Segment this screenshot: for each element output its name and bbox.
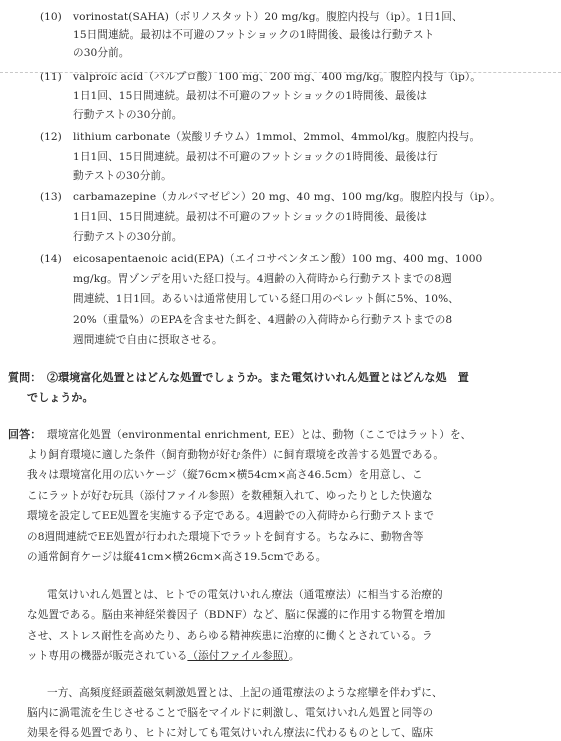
- item-number-13: (13): [40, 191, 62, 203]
- item-14-line-1: eicosapentaenoic acid(EPA)（エイコサペンタエン酸）100 mg、400 mg、1000: [73, 253, 483, 265]
- item-14-line-2: mg/kg。胃ゾンデを用いた経口投与。4週齢の入荷時から行動テストまでの8週: [73, 273, 452, 285]
- question-line-1: ②環境富化処置とはどんな処置でしょうか。また電気けいれん処置とはどんな処 置: [47, 371, 469, 384]
- item-number-12: (12): [40, 131, 62, 143]
- item-10-line-2: 15日間連続。最初は不可避のフットショックの1時間後、最後は行動テスト: [73, 29, 435, 41]
- answer-p1-line-3: 我々は環境富化用の広いケージ（縦76cm×横54cm×高さ46.5cm）を用意し、こ: [27, 469, 423, 481]
- answer-p3-line-1: 一方、高頻度経頭蓋磁気刺激処置とは、上記の通電療法のような痙攣を伴わずに、: [47, 687, 443, 699]
- item-14-line-5: 週間連続で自由に摂取させる。: [73, 334, 223, 346]
- item-number-10: (10): [40, 11, 62, 23]
- answer-p1-line-1: 環境富化処置（environmental enrichment, EE）とは、動物（ここではラット）を、: [47, 429, 472, 441]
- answer-p2-line-4: [27, 649, 300, 663]
- item-11-line-3: 行動テストの30分前。: [73, 109, 183, 121]
- item-13-line-1: carbamazepine（カルバマゼピン）20 mg、40 mg、100 mg/kg。腹腔内投与（ip）。: [73, 191, 501, 203]
- attachment-reference: （添付ファイル参照）: [187, 650, 289, 662]
- answer-p3-line-2: 脳内に渦電流を生じさせることで脳をマイルドに刺激し、電気けいれん処置と同等の: [27, 707, 434, 719]
- item-number-14: (14): [40, 253, 62, 265]
- answer-p2-line-2: な処置である。脳由来神経栄養因子（BDNF）など、脳に保護的に作用する物質を増加: [27, 609, 446, 621]
- question-label: 質問：: [8, 371, 42, 384]
- item-10-line-1: vorinostat(SAHA)（ボリノスタット）20 mg/kg。腹腔内投与（ip）。1日1回、: [73, 11, 463, 23]
- item-12-line-1: lithium carbonate（炭酸リチウム）1mmol、2mmol、4mmol/kg。腹腔内投与。: [73, 131, 481, 143]
- question-line-2: でしょうか。: [27, 391, 94, 404]
- answer-p2-line-4-end: 。: [288, 650, 300, 662]
- answer-p1-line-2: より飼育環境に適した条件（飼育動物が好む条件）に飼育環境を改善する処置である。: [27, 449, 445, 461]
- item-11-line-2: 1日1回、15日間連続。最初は不可避のフットショックの1時間後、最後は: [73, 90, 428, 102]
- item-13-line-3: 行動テストの30分前。: [73, 231, 183, 243]
- answer-p2-line-3: させ、ストレス耐性を高めたり、あらゆる精神疾患に治療的に働くとされている。ラ: [27, 630, 433, 642]
- answer-p2-line-4-text: ット専用の機器が販売されている: [27, 650, 188, 662]
- item-number-11: (11): [40, 71, 62, 83]
- item-12-line-2: 1日1回、15日間連続。最初は不可避のフットショックの1時間後、最後は行: [73, 151, 438, 163]
- item-10-line-3: の30分前。: [73, 47, 130, 59]
- item-14-line-4: 20%（重量%）のEPAを含ませた餌を、4週齢の入荷時から行動テストまでの8: [73, 314, 453, 326]
- answer-p1-line-6: の8週間連続でEE処置が行われた環境下でラットを飼育する。ちなみに、動物舎等: [27, 531, 424, 543]
- answer-p1-line-7: の通常飼育ケージは縦41cm×横26cm×高さ19.5cmである。: [27, 551, 327, 563]
- answer-label: 回答：: [8, 428, 42, 441]
- item-14-line-3: 間連続、1日1回。あるいは通常使用している経口用のペレット餌に5%、10%、: [73, 293, 459, 305]
- item-13-line-2: 1日1回、15日間連続。最初は不可避のフットショックの1時間後、最後は: [73, 211, 428, 223]
- item-11-line-1: valproic acid（バルプロ酸）100 mg、200 mg、400 mg/kg。腹腔内投与（ip）。: [73, 71, 481, 83]
- answer-p3-line-3: 効果を得る処置であり、ヒトに対しても電気けいれん療法に代わるものとして、臨床: [27, 727, 434, 739]
- answer-p1-line-4: こにラットが好む玩具（添付ファイル参照）を数種類入れて、ゆったりとした快適な: [27, 490, 433, 502]
- answer-p2-line-1: 電気けいれん処置とは、ヒトでの電気けいれん療法（通電療法）に相当する治療的: [47, 589, 443, 601]
- answer-p1-line-5: 環境を設定してEE処置を実施する予定である。4週齢での入荷時から行動テストまで: [27, 510, 435, 522]
- item-12-line-3: 動テストの30分前。: [73, 170, 172, 182]
